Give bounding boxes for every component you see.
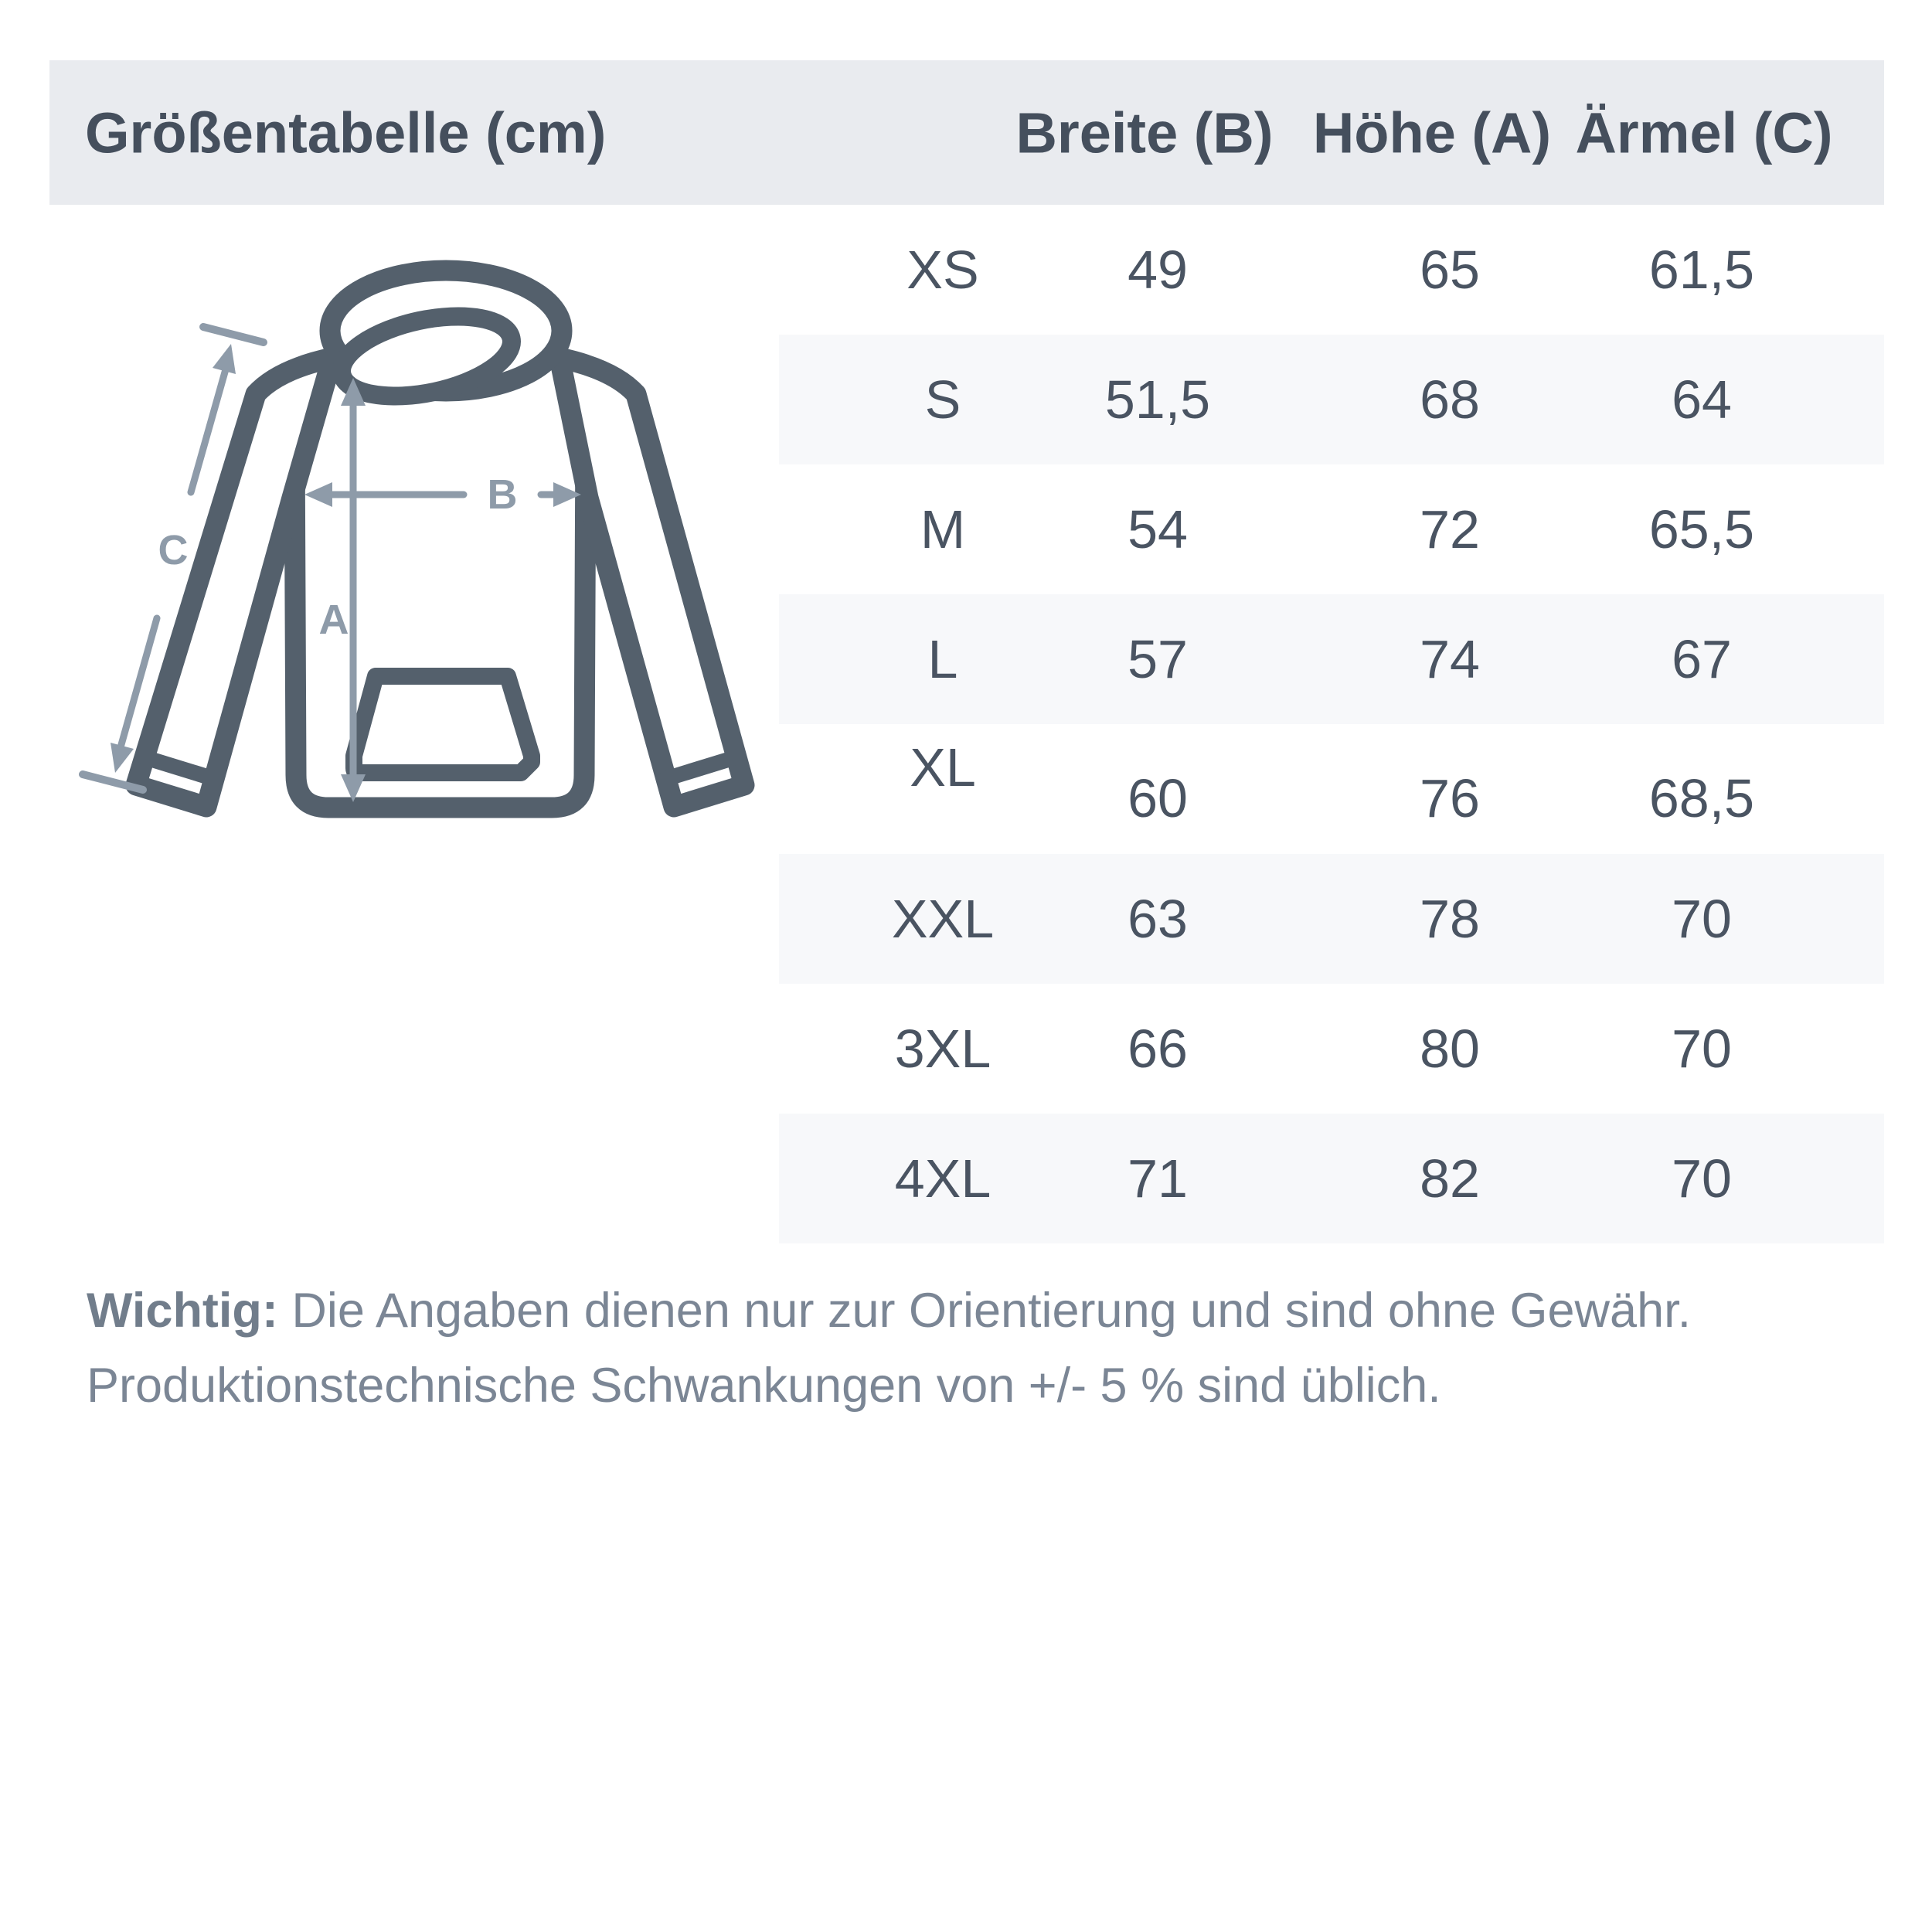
- aermel-value: 65,5: [1648, 499, 1755, 560]
- table-row-3xl: [779, 984, 1884, 1114]
- measure-line-c-top: [191, 369, 226, 492]
- label-b: B: [487, 471, 518, 518]
- hoodie-measurement-diagram: [46, 232, 773, 912]
- hoehe-value: 78: [1420, 889, 1480, 949]
- hoehe-value: 68: [1420, 369, 1480, 430]
- table-row-xs: [779, 205, 1884, 335]
- breite-value: 60: [1128, 768, 1188, 828]
- breite-value: 57: [1128, 629, 1188, 689]
- table-row-s: [779, 335, 1884, 464]
- size-label: L: [927, 629, 958, 689]
- breite-value: 71: [1128, 1148, 1188, 1209]
- size-label: M: [920, 499, 966, 560]
- disclaimer-line1: Die Angaben dienen nur zur Orientierung und sind ohne Gewähr.: [277, 1284, 1692, 1338]
- size-label: XL: [910, 737, 976, 798]
- breite-value: 66: [1128, 1019, 1188, 1079]
- hoehe-value: 82: [1420, 1148, 1480, 1209]
- breite-value: 54: [1128, 499, 1188, 560]
- table-row-xl: [779, 724, 1884, 854]
- breite-value: 49: [1128, 240, 1188, 300]
- label-c: C: [158, 527, 189, 573]
- size-label: S: [924, 369, 961, 430]
- hoehe-value: 80: [1420, 1019, 1480, 1079]
- size-label: 4XL: [894, 1148, 992, 1209]
- size-chart-header: [49, 60, 1884, 205]
- hoehe-value: 72: [1420, 499, 1480, 560]
- column-header-hoehe: Höhe (A): [1312, 100, 1552, 165]
- hoehe-value: 65: [1420, 240, 1480, 300]
- hoehe-value: 74: [1420, 629, 1480, 689]
- disclaimer-note: [87, 1274, 1864, 1423]
- size-table: [779, 205, 1884, 1243]
- table-row-l: [779, 594, 1884, 724]
- aermel-value: 70: [1672, 1148, 1732, 1209]
- hoodie-pocket: [354, 676, 532, 773]
- aermel-value: 68,5: [1648, 768, 1755, 828]
- hoehe-value: 76: [1420, 768, 1480, 828]
- tick-c-top: [203, 327, 264, 342]
- aermel-value: 70: [1672, 1019, 1732, 1079]
- aermel-value: 70: [1672, 889, 1732, 949]
- table-row-xxl: [779, 854, 1884, 984]
- column-header-breite: Breite (B): [1015, 100, 1274, 165]
- arrowhead-c-top: [213, 344, 236, 374]
- label-a: A: [318, 597, 349, 643]
- breite-value: 63: [1128, 889, 1188, 949]
- size-label: XXL: [891, 889, 995, 949]
- aermel-value: 67: [1672, 629, 1732, 689]
- page-title: Größentabelle (cm): [85, 100, 607, 165]
- arrowhead-c-bottom: [111, 743, 134, 773]
- aermel-value: 61,5: [1648, 240, 1755, 300]
- size-label: 3XL: [894, 1019, 992, 1079]
- size-label: XS: [906, 240, 979, 300]
- disclaimer-line2: Produktionstechnische Schwankungen von +/- 5 % sind üblich.: [87, 1359, 1441, 1413]
- table-row-4xl: [779, 1114, 1884, 1243]
- table-row-m: [779, 464, 1884, 594]
- breite-value: 51,5: [1104, 369, 1211, 430]
- disclaimer-bold-word: Wichtig:: [87, 1284, 278, 1338]
- column-header-aermel: Ärmel (C): [1575, 100, 1833, 165]
- aermel-value: 64: [1672, 369, 1732, 430]
